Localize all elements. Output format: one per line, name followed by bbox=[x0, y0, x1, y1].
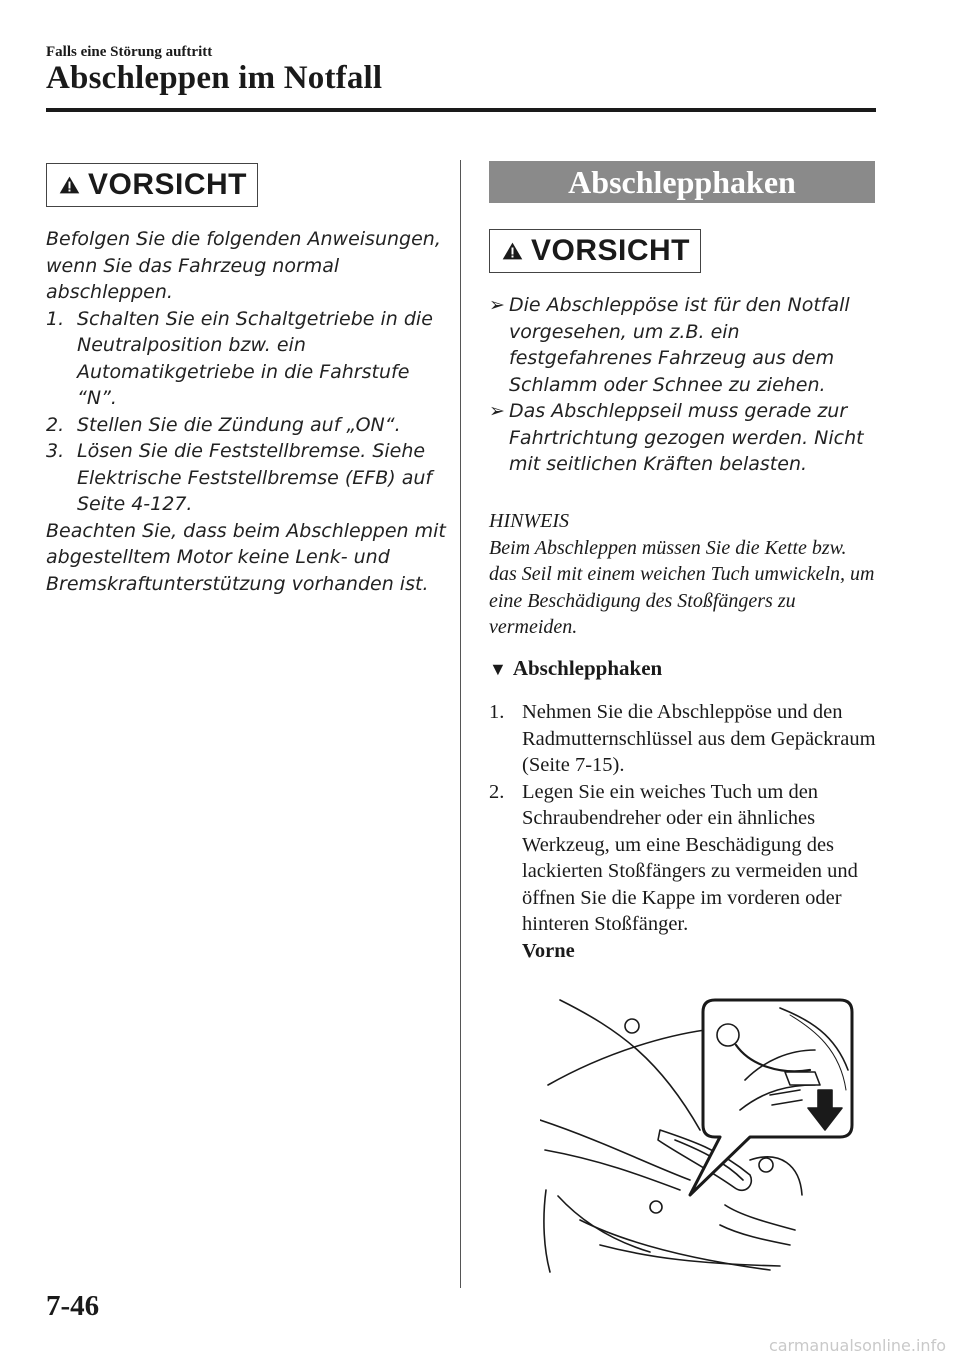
list-item: 1. Nehmen Sie die Abschleppöse und den Radmutternschlüssel aus dem Gepäckraum (Seite 7-15). bbox=[489, 701, 876, 776]
warning-triangle-icon bbox=[502, 238, 523, 264]
list-item: ➢ Das Abschleppseil muss gerade zur Fahrtrichtung gezogen werden. Nicht mit seitlichen Kräften belasten. bbox=[489, 400, 864, 475]
caution-bullets bbox=[489, 292, 879, 478]
warning-triangle-icon bbox=[59, 172, 80, 198]
caution-label: VORSICHT bbox=[530, 234, 690, 267]
note-text: Beim Abschleppen müssen Sie die Kette bzw. das Seil mit einem weichen Tuch umwickeln, um eine Beschädigung des Stoßfängers zu vermeiden. bbox=[489, 536, 875, 638]
figure-caption: Vorne bbox=[522, 939, 575, 962]
caution-box-right bbox=[489, 229, 701, 273]
note-block bbox=[489, 508, 879, 641]
list-item: ➢ Die Abschleppöse ist für den Notfall vorgesehen, um z.B. ein festgefahrenes Fahrzeug aus dem Schlamm oder Schnee zu ziehen. bbox=[489, 294, 850, 396]
chapter-label: Falls eine Störung auftritt bbox=[46, 44, 213, 60]
page-number: 7-46 bbox=[46, 1290, 100, 1322]
caution-outro: Beachten Sie, dass beim Abschleppen mit abgestelltem Motor keine Lenk- und Bremskraftunterstützung vorhanden ist. bbox=[46, 519, 446, 595]
list-item: 1. Schalten Sie ein Schaltgetriebe in die Neutralposition bzw. ein Automatikgetriebe in die Fahrstufe “N”. bbox=[46, 307, 433, 409]
left-caution-text bbox=[46, 226, 446, 597]
caution-intro: Befolgen Sie die folgenden Anweisungen, wenn Sie das Fahrzeug normal abschleppen. bbox=[46, 228, 441, 303]
note-title: HINWEIS bbox=[489, 510, 569, 532]
caution-label: VORSICHT bbox=[87, 168, 247, 201]
list-item: 3. Lösen Sie die Feststellbremse. Siehe Elektrische Feststellbremse (EFB) auf Seite 4-127. bbox=[46, 440, 433, 515]
arrow-bullet-icon: ➢ bbox=[489, 400, 505, 422]
page-title: Abschleppen im Notfall bbox=[46, 60, 383, 96]
section-title-bar: Abschlepphaken bbox=[489, 161, 875, 203]
subheading: ▼ Abschlepphaken bbox=[489, 656, 663, 680]
caution-steps bbox=[46, 306, 446, 518]
triangle-down-icon: ▼ bbox=[489, 659, 507, 679]
list-item: 2. Stellen Sie die Zündung auf „ON“. bbox=[46, 413, 401, 436]
header-rule bbox=[46, 108, 876, 112]
instruction-steps bbox=[489, 699, 884, 964]
car-front-illustration bbox=[540, 990, 860, 1280]
arrow-bullet-icon: ➢ bbox=[489, 294, 505, 316]
list-item: 2. Legen Sie ein weiches Tuch um den Schraubendreher oder ein ähnliches Werkzeug, um eine Beschädigung des lackierten Stoßfängers zu vermeiden und öffnen Sie die Kappe im vorderen oder hinteren Stoßfänger. Vorne bbox=[489, 779, 884, 965]
column-divider bbox=[460, 160, 461, 1288]
caution-box-left bbox=[46, 163, 258, 207]
watermark: carmanualsonline.info bbox=[768, 1336, 946, 1355]
